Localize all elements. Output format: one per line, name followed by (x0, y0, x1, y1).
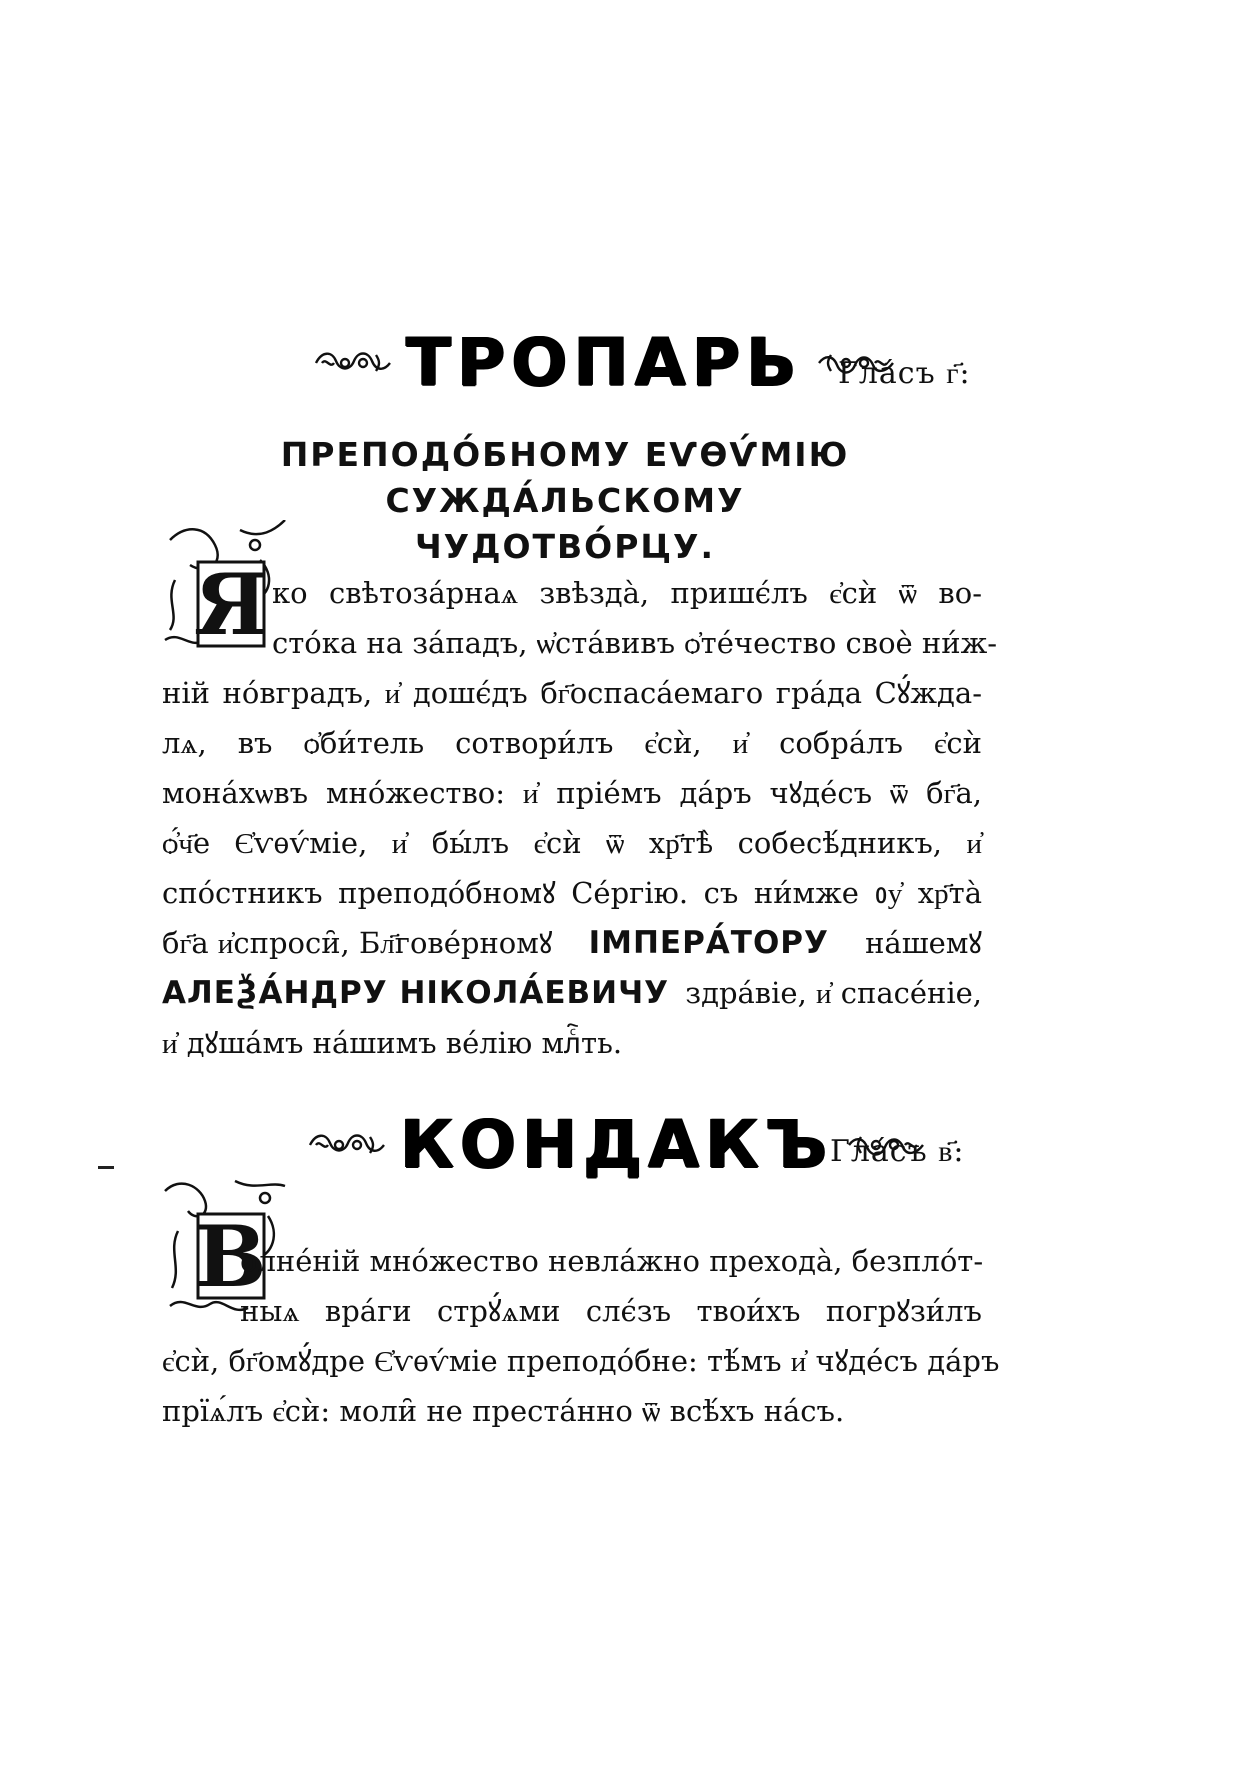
kontakion-heading: КОНДАКЪ (400, 1106, 834, 1183)
emperor-name: АЛЕѮА́НДРУ НІКОЛА́ЕВИЧУ (162, 975, 670, 1011)
troparion-line-3: ній но́вградъ, и҆ дошє́дъ бг҃оспаса́емаго гра́да Сꙋ́жда- (162, 676, 982, 710)
troparion-dropcap-letter: Я (193, 555, 269, 654)
troparion-line-9-end: здра́віе, и҆ спасе́ніе, (685, 976, 982, 1010)
troparion-text (162, 568, 998, 1068)
troparion-line-5: мона́хѡвъ мно́жество: и҆ пріе́мъ да́ръ чꙋде́съ ѿ бг҃а, (162, 776, 982, 810)
troparion-line-2: сто́ка на за́падъ, ѡ҆ста́вивъ ѻ҆те́чество своѐ ни́ж- (272, 626, 998, 660)
kontakion-line-4: прїѧ́лъ є҆сѝ: моли̑ не преста́нно ѿ всѣ́хъ на́съ. (162, 1394, 845, 1428)
troparion-heading: ТРОПАРЬ (406, 324, 803, 401)
troparion-line-10: и҆ дꙋша́мъ на́шимъ ве́лію млⷭ҇ть. (162, 1026, 623, 1060)
kontakion-tone: Гла́съ в҃: (830, 1134, 965, 1169)
troparion-line-8-end: на́шемꙋ (865, 926, 982, 960)
dedication-line-1: ПРЕПОДО́БНОМУ ЕѴѲѴ́МІЮ СУЖДА́ЛЬСКОМУ (280, 435, 850, 520)
dedication-line-2: ЧУДОТВО́РЦУ. (414, 527, 716, 566)
troparion-line-6: ѻ҆́ч҃е Є҆ѵѳѵ́міе, и҆ бы́лъ є҆сѝ ѿ хр҃тѣ̀ собесѣ́дникъ, и҆ (162, 826, 982, 860)
emperor-title: ІМПЕРА́ТОРУ (588, 925, 829, 961)
margin-mark (98, 1166, 114, 1169)
troparion-tone: Гла́съ г҃: (838, 356, 971, 391)
troparion-heading-banner (312, 322, 897, 403)
left-ornament-icon (306, 1125, 386, 1165)
kontakion-text (162, 1236, 1000, 1436)
troparion-line-8 (162, 918, 982, 968)
kontakion-line-3: є҆сѝ, бг҃омꙋ́дре Є҆ѵѳѵ́міе преподо́бне: тѣ́мъ и҆ чꙋде́съ да́ръ (162, 1344, 1000, 1378)
troparion-line-1: ко свѣтоза́рнаѧ звѣзда̀, пришє́лъ є҆сѝ ѿ во- (272, 576, 982, 610)
left-ornament-icon (312, 343, 392, 383)
kontakion-line-1: олне́ній мно́жество невла́жно прехода̀, безпло́т- (240, 1244, 984, 1278)
troparion-line-8-start: бг҃а и҆спроси̑, Бл҃гове́рномꙋ (162, 926, 553, 960)
troparion-line-4: лѧ, въ ѻ҆би́тель сотвори́лъ є҆сѝ, и҆ собра́лъ є҆сѝ (162, 726, 982, 760)
kontakion-dropcap-letter: В (195, 1207, 267, 1306)
troparion-line-9 (162, 968, 982, 1018)
troparion-line-7: спо́стникъ преподо́бномꙋ Се́ргію. съ ни́мже ᲂу҆ хр҃та̀ (162, 876, 982, 910)
kontakion-line-2: ныѧ вра́ги стрꙋ́ѧми слє́зъ твои́хъ погрꙋзи́лъ (240, 1294, 982, 1328)
